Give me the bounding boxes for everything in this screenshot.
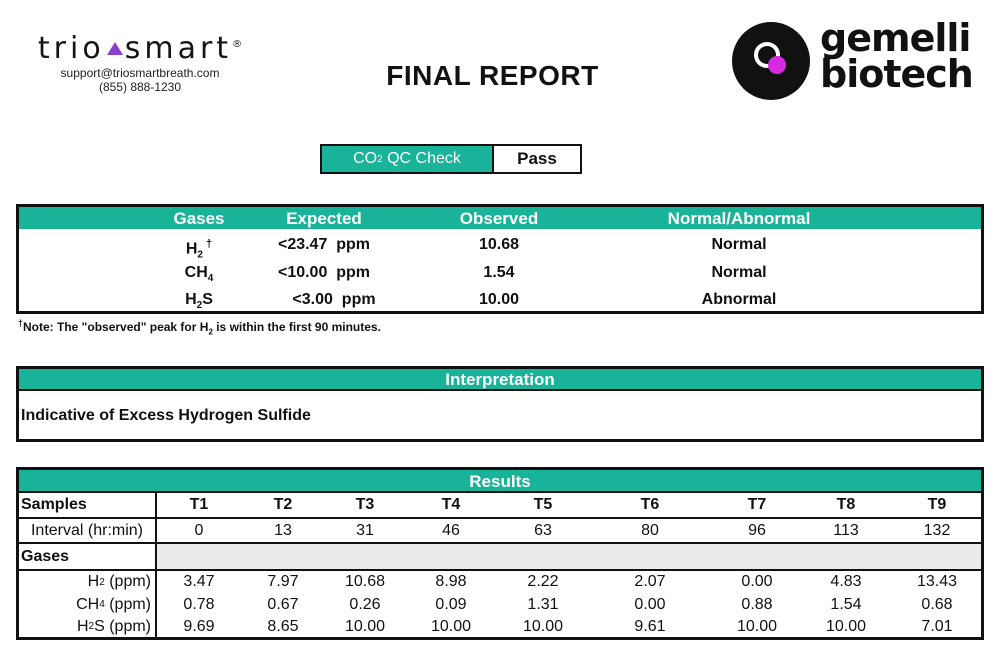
col-gases: Gases (173, 209, 225, 228)
interval-row (19, 517, 981, 542)
gas-name: $H_2$ † (185, 238, 213, 261)
gas-status: Normal (711, 236, 767, 253)
result-cell: 4.83 (830, 573, 862, 590)
result-cell: 0.26 (349, 595, 381, 613)
result-cell: 1.31 (527, 595, 559, 613)
gas-row-h2 (19, 231, 981, 261)
gases-section-row (19, 542, 981, 569)
gas-status: Abnormal (701, 291, 777, 308)
sample-header-cell: T9 (927, 496, 947, 513)
interpretation-header: Interpretation (19, 369, 981, 389)
result-cell: 2.07 (634, 573, 666, 590)
sample-header-cell: T7 (747, 496, 767, 513)
result-cell: 96 (748, 521, 766, 539)
result-cell: 0.09 (435, 595, 467, 613)
result-cell: 113 (833, 521, 859, 539)
result-cell: 9.69 (183, 617, 215, 635)
gases-table-header (19, 207, 981, 229)
ch4-row (19, 593, 981, 616)
result-cell: 10.68 (344, 573, 386, 590)
result-cell: 8.98 (435, 573, 467, 590)
h2-label: H 2 (ppm) (19, 571, 157, 593)
gas-observed: 10.68 (478, 236, 520, 253)
gas-row-ch4 (19, 259, 981, 286)
ch4-label: CH 4 (ppm) (19, 593, 157, 616)
result-cell: 0.88 (741, 595, 773, 613)
sample-header-cell: T5 (533, 496, 553, 513)
triangle-logo-icon (107, 42, 123, 55)
interval-label: Interval (hr:min) (19, 519, 157, 542)
col-observed: Observed (459, 209, 539, 228)
gas-observed: 1.54 (483, 264, 515, 281)
gas-name: $CH_4$ (184, 264, 214, 285)
result-cell: 0.00 (741, 573, 773, 590)
result-cell: 13 (274, 521, 292, 539)
gas-expected: <23.47 ppm (277, 236, 371, 253)
samples-label: Samples (19, 493, 157, 517)
result-cell: 2.22 (527, 573, 559, 590)
support-email[interactable]: support@triosmartbreath.com (60, 66, 220, 80)
qc-check-label: CO 2 QC Check (322, 146, 494, 172)
sample-header-cell: T1 (189, 496, 209, 513)
result-cell: 7.97 (267, 573, 299, 590)
col-status: Normal/Abnormal (667, 209, 811, 228)
h2s-row (19, 616, 981, 637)
gas-expected: <10.00 ppm (277, 264, 371, 281)
sample-header-cell: T4 (441, 496, 461, 513)
sample-header-cell: T8 (836, 496, 856, 513)
sample-header-cell: T6 (640, 496, 660, 513)
result-cell: 0.67 (267, 595, 299, 613)
gemelli-biotech-logo: gemelli biotech (820, 16, 973, 96)
interpretation-box (16, 366, 984, 442)
triosmart-logo: trio smart® support@triosmartbreath.com (855) 888-1230 (30, 28, 250, 92)
results-header: Results (19, 470, 981, 491)
col-expected: Expected (286, 209, 362, 228)
qc-check-value: Pass (517, 149, 557, 168)
result-cell: 10.00 (430, 617, 472, 635)
interpretation-text: Indicative of Excess Hydrogen Sulfide (21, 407, 311, 424)
result-cell: 0.68 (921, 595, 953, 613)
result-cell: 0.78 (183, 595, 215, 613)
gases-table (16, 204, 984, 314)
page-title: FINAL REPORT (386, 60, 599, 91)
result-cell: 0.00 (634, 595, 666, 613)
result-cell: 80 (641, 521, 659, 539)
results-table (16, 467, 984, 640)
result-cell: 10.00 (825, 617, 867, 635)
result-cell: 8.65 (267, 617, 299, 635)
result-cell: 10.00 (522, 617, 564, 635)
gas-status: Normal (711, 264, 767, 281)
gas-name: $H_2S$ (185, 291, 213, 312)
result-cell: 63 (534, 521, 552, 539)
gases-section-label: Gases (19, 544, 157, 569)
samples-row (19, 491, 981, 517)
sample-header-cell: T2 (273, 496, 293, 513)
result-cell: 0 (194, 521, 204, 539)
result-cell: 10.00 (736, 617, 778, 635)
result-cell: 13.43 (916, 573, 958, 590)
result-cell: 132 (923, 521, 951, 539)
gas-expected: <3.00 ppm (292, 291, 376, 308)
support-phone: (855) 888-1230 (98, 80, 182, 94)
gas-row-h2s (19, 286, 981, 313)
result-cell: 1.54 (830, 595, 862, 613)
result-cell: 31 (356, 521, 374, 539)
result-cell: 10.00 (344, 617, 386, 635)
result-cell: 3.47 (183, 573, 215, 590)
sample-header-cell: T3 (355, 496, 375, 513)
gemelli-logo-icon (732, 22, 810, 100)
co2-qc-check (320, 144, 582, 174)
gas-observed: 10.00 (478, 291, 520, 308)
h2-row (19, 569, 981, 593)
result-cell: 7.01 (921, 617, 953, 635)
h2s-label: H 2 S (ppm) (19, 616, 157, 637)
result-cell: 9.61 (634, 617, 666, 635)
result-cell: 46 (442, 521, 460, 539)
footnote: †Note: The "observed" peak for $H_2$ is within the first 90 minutes. (18, 318, 381, 337)
